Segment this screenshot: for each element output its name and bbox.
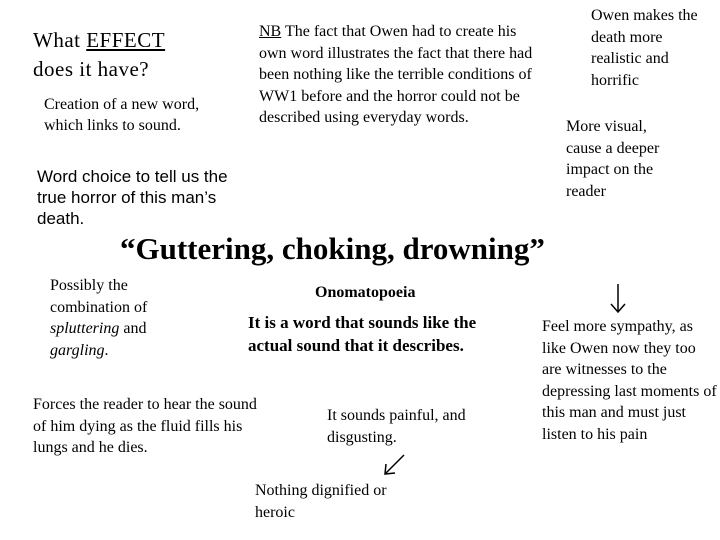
more-visual-note: More visual, cause a deeper impact on the reader (566, 118, 660, 200)
diagonal-arrow-icon (382, 452, 408, 478)
nb-text: The fact that Owen had to create his own word illustrates the fact that there had been nothing like the terrible conditions of WW1 before and the horror could not be described using everyday words. (259, 23, 533, 126)
question-effect-word: EFFECT (86, 28, 166, 52)
question-prefix: What (33, 28, 87, 52)
onomatopoeia-heading: Onomatopoeia (315, 284, 416, 301)
possibly-combination-note (50, 275, 190, 361)
effect-question (33, 26, 233, 84)
down-arrow-icon (606, 284, 630, 314)
question-rest: does it have? (33, 57, 150, 81)
possibly-before: Possibly the combination of (50, 277, 148, 316)
sounds-painful-note: It sounds painful, and disgusting. (327, 407, 466, 446)
nb-note (259, 21, 539, 129)
creation-note: Creation of a new word, which links to sound. (44, 96, 200, 134)
headline-quote: “Guttering, choking, drowning” (120, 231, 545, 266)
owen-realistic-note: Owen makes the death more realistic and horrific (591, 7, 698, 89)
feel-sympathy-note: Feel more sympathy, as like Owen now they too are witnesses to the depressing last moments of this man and must just listen to his pain (542, 318, 717, 443)
word-choice-note: Word choice to tell us the true horror of this man’s death. (37, 167, 228, 228)
possibly-and: and (119, 320, 147, 337)
nb-label: NB (259, 23, 282, 40)
forces-reader-note: Forces the reader to hear the sound of him dying as the fluid fills his lungs and he dies. (33, 396, 257, 456)
possibly-end: . (104, 341, 109, 359)
possibly-word-spluttering: spluttering (50, 320, 120, 337)
onomatopoeia-definition: It is a word that sounds like the actual sound that it describes. (248, 313, 477, 355)
possibly-word-gargling: gargling (50, 341, 105, 359)
nothing-dignified-note: Nothing dignified or heroic (255, 482, 387, 521)
